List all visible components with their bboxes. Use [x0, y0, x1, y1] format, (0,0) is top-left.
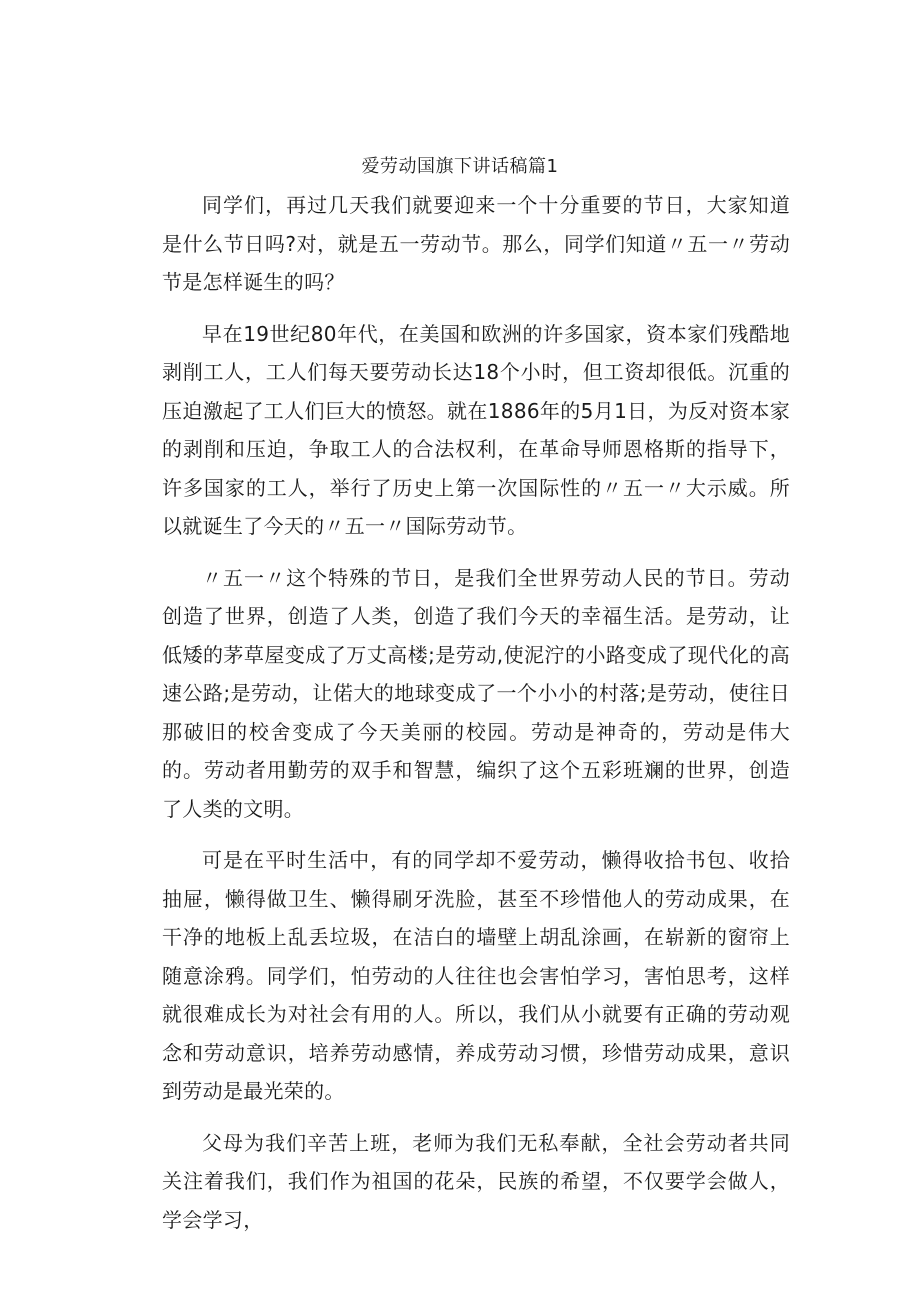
document-title: 爱劳动国旗下讲话稿篇1: [361, 156, 559, 177]
paragraph-1: 同学们，再过几天我们就要迎来一个十分重要的节日，大家知道是什么节日吗?对，就是五一劳动节。那么，同学们知道〃五一〃劳动节是怎样诞生的吗？: [162, 193, 790, 294]
paragraph-2: 早在19世纪80年代，在美国和欧洲的许多国家，资本家们残酷地剥削工人，工人们每天要劳动长达18个小时，但工资却很低。沉重的压迫激起了工人们巨大的愤怒。就在1886年的5月1日，为反对资本家的剥削和压迫，争取工人的合法权利，在革命导师恩格斯的指导下，许多国家的工人，举行了历史上第一次国际性的〃五一〃大示威。所以就诞生了今天的〃五一〃国际劳动节。: [162, 321, 790, 538]
paragraph-4: 可是在平时生活中，有的同学却不爱劳动，懒得收拾书包、收拾抽屉，懒得做卫生、懒得刷牙洗脸，甚至不珍惜他人的劳动成果，在干净的地板上乱丢垃圾，在洁白的墙壁上胡乱涂画，在崭新的窗帘上随意涂鸦。同学们，怕劳动的人往往也会害怕学习，害怕思考，这样就很难成长为对社会有用的人。所以，我们从小就要有正确的劳动观念和劳动意识，培养劳动感情，养成劳动习惯，珍惜劳动成果，意识到劳动是最光荣的。: [162, 848, 790, 1103]
document-body: [162, 186, 790, 1252]
paragraph-3: 〃五一〃这个特殊的节日，是我们全世界劳动人民的节日。劳动创造了世界，创造了人类，创造了我们今天的幸福生活。是劳动，让低矮的茅草屋变成了万丈高楼;是劳动,使泥泞的小路变成了现代化的高速公路;是劳动，让偌大的地球变成了一个小小的村落;是劳动，使往日那破旧的校舍变成了今天美丽的校园。劳动是神奇的，劳动是伟大的。劳动者用勤劳的双手和智慧，编织了这个五彩班斓的世界，创造了人类的文明。: [162, 565, 790, 821]
paragraph-5: 父母为我们辛苦上班，老师为我们无私奉献，全社会劳动者共同关注着我们，我们作为祖国的花朵，民族的希望，不仅要学会做人，学会学习，: [162, 1130, 790, 1232]
